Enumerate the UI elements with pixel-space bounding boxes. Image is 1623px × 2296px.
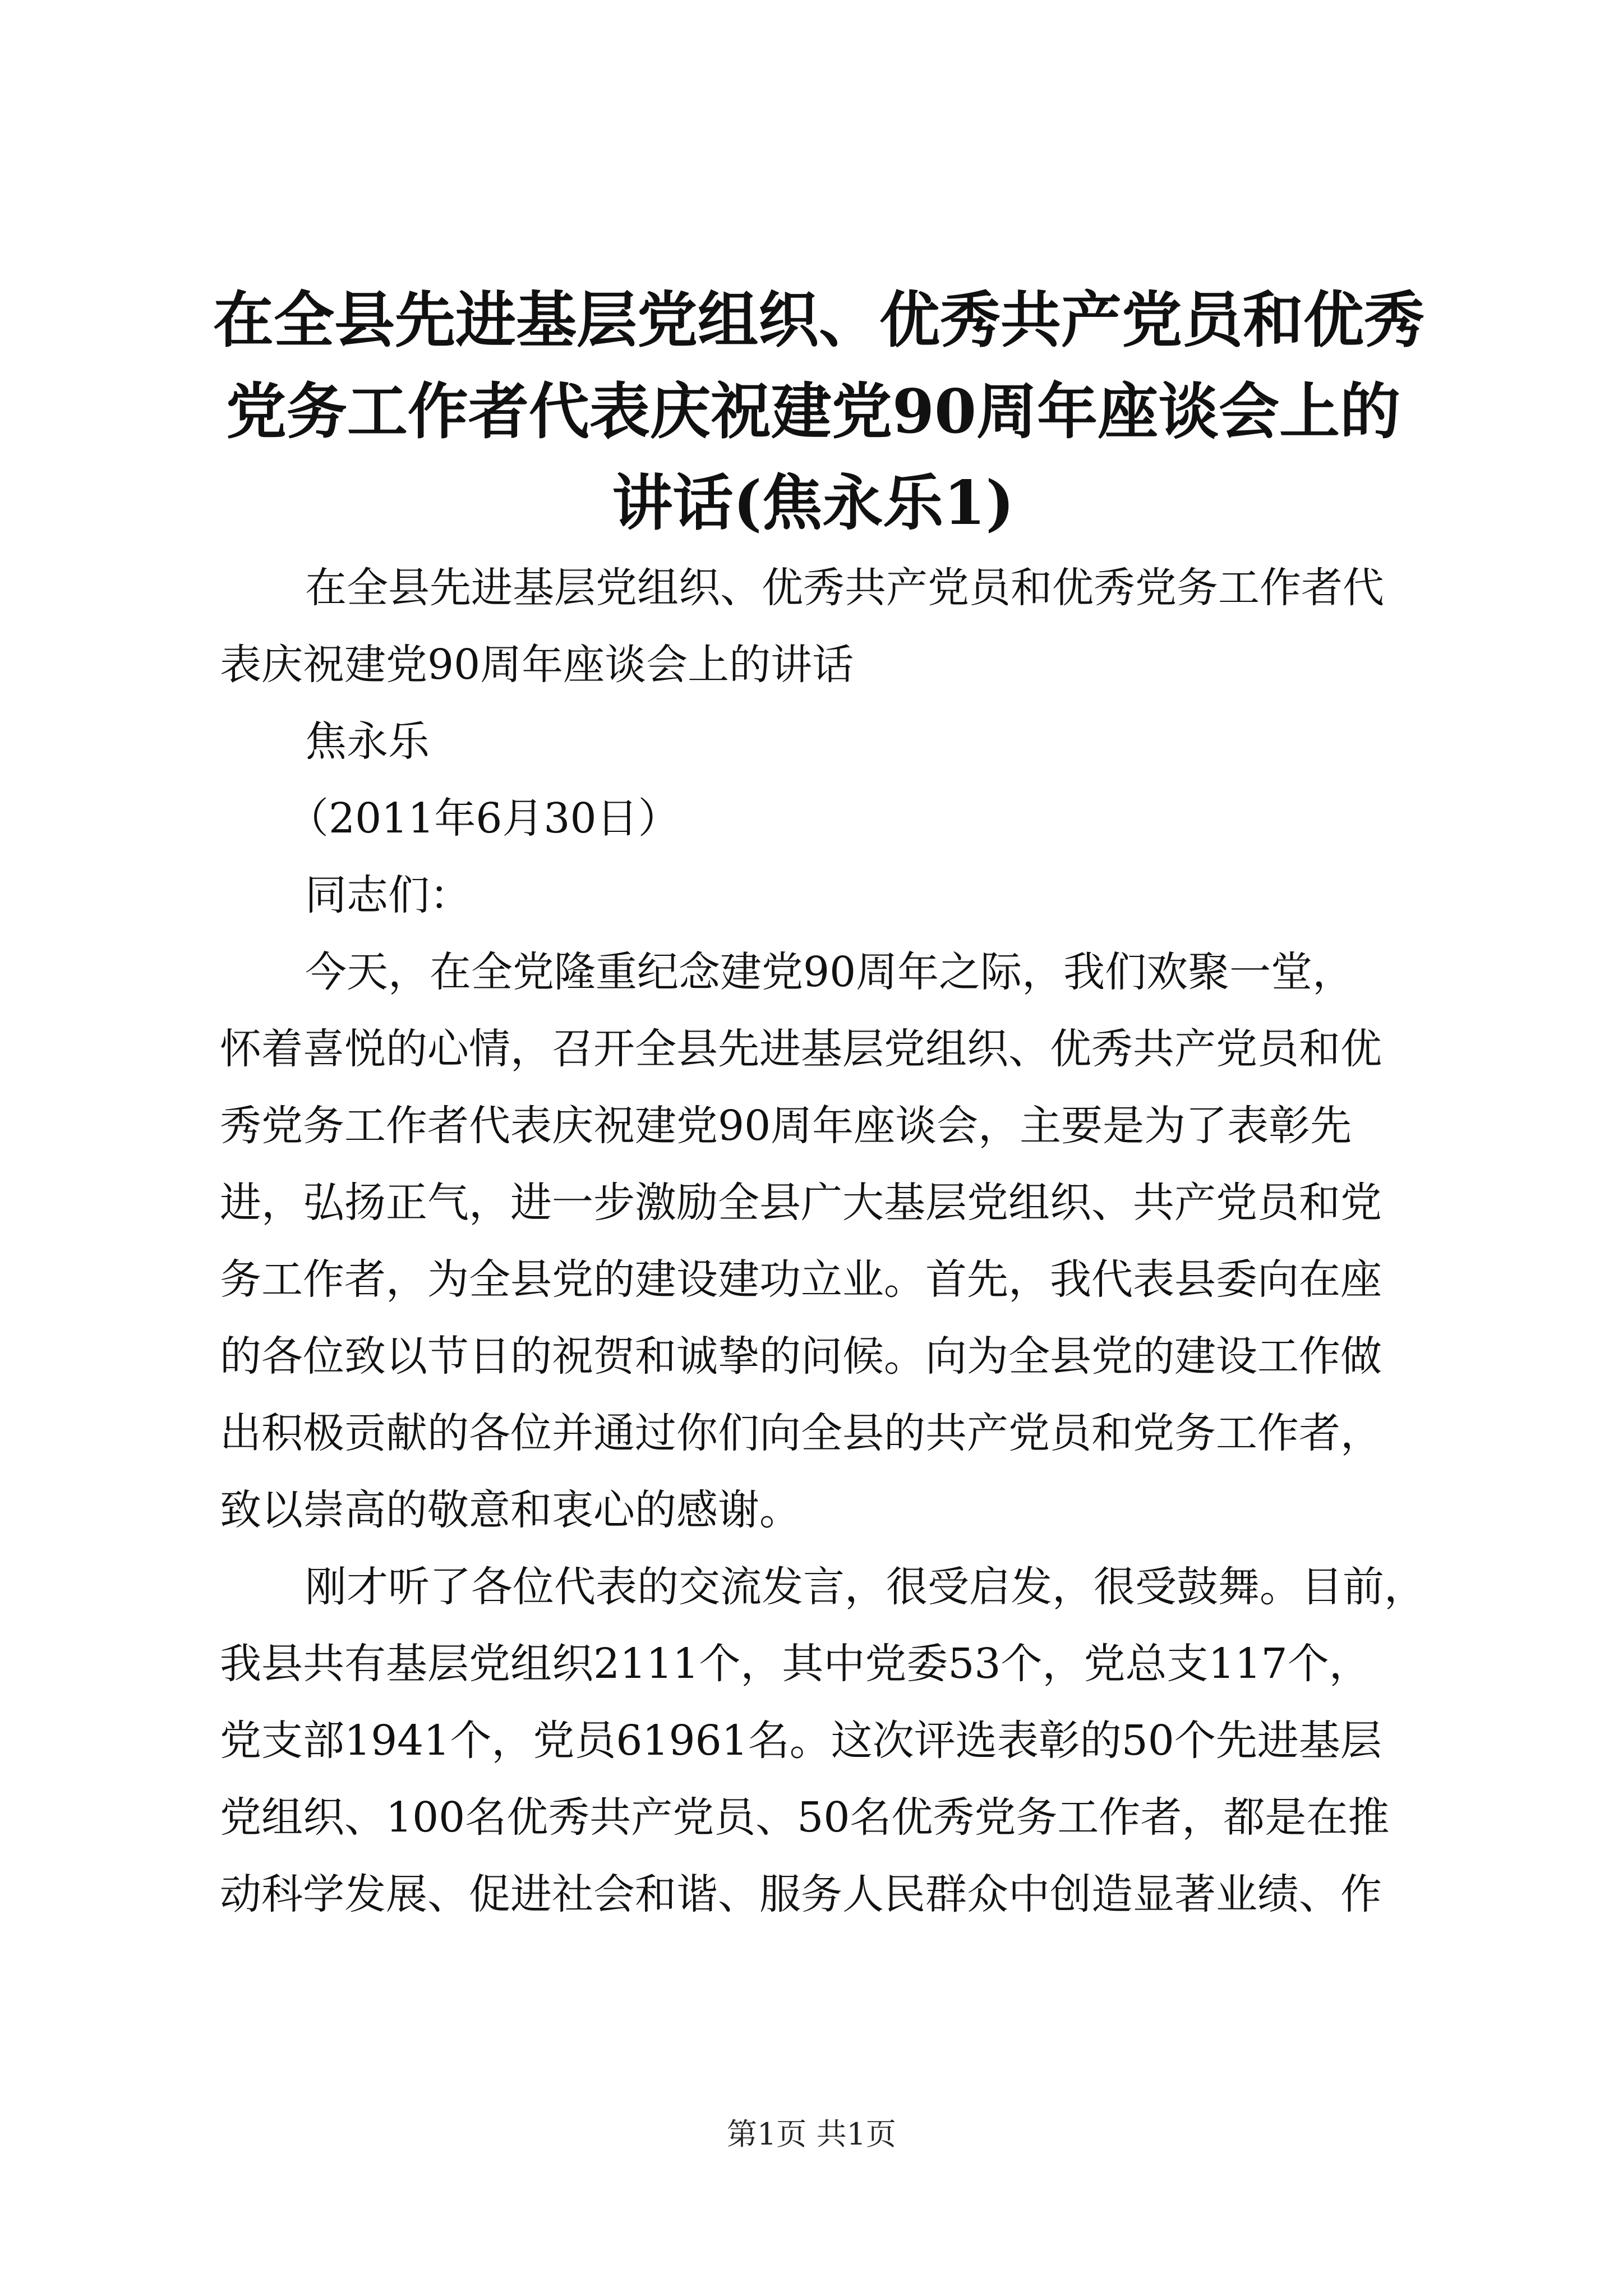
paragraph1-line-5: 务工作者，为全县党的建设建功立业。首先，我代表县委向在座 — [220, 1255, 1382, 1304]
author-paragraph — [220, 703, 1420, 780]
page-indicator: 第1页 共1页 — [727, 2116, 896, 2152]
body-paragraph-1 — [220, 934, 1420, 1549]
title-line-1: 在全县先进基层党组织、优秀共产党员和优秀 — [213, 285, 1425, 356]
paragraph1-line-2: 怀着喜悦的心情，召开全县先进基层党组织、优秀共产党员和优 — [220, 1025, 1382, 1073]
salutation-paragraph — [220, 857, 1420, 934]
paragraph1-line-7: 出积极贡献的各位并通过你们向全县的共产党员和党务工作者， — [220, 1409, 1382, 1457]
title-line-2: 党务工作者代表庆祝建党90周年座谈会上的 — [225, 376, 1401, 447]
author-name: 焦永乐 — [305, 717, 430, 766]
document-title — [213, 275, 1425, 549]
paragraph1-line-6: 的各位致以节日的祝贺和诚挚的问候。向为全县党的建设工作做 — [220, 1332, 1382, 1381]
page-footer — [0, 2115, 1623, 2154]
paragraph2-line-2: 我县共有基层党组织2111个，其中党委53个，党总支117个， — [220, 1640, 1371, 1688]
salutation: 同志们： — [305, 871, 471, 919]
subtitle-line-1: 在全县先进基层党组织、优秀共产党员和优秀党务工作者代 — [305, 564, 1384, 612]
paragraph1-line-1: 今天，在全党隆重纪念建党90周年之际，我们欢聚一堂， — [305, 948, 1354, 996]
date-paragraph — [220, 780, 1420, 857]
paragraph2-line-1: 刚才听了各位代表的交流发言，很受启发，很受鼓舞。目前， — [305, 1563, 1426, 1611]
title-line-3: 讲话(焦永乐1) — [612, 468, 1015, 539]
paragraph2-line-3: 党支部1941个，党员61961名。这次评选表彰的50个先进基层 — [220, 1717, 1382, 1765]
paragraph1-line-3: 秀党务工作者代表庆祝建党90周年座谈会，主要是为了表彰先 — [220, 1102, 1352, 1150]
paragraph1-line-8: 致以崇高的敬意和衷心的感谢。 — [220, 1486, 801, 1534]
body-paragraph-2 — [220, 1549, 1426, 1933]
subtitle-line-2: 表庆祝建党90周年座谈会上的讲话 — [220, 641, 854, 689]
speech-date: （2011年6月30日） — [287, 794, 680, 843]
paragraph1-line-4: 进，弘扬正气，进一步激励全县广大基层党组织、共产党员和党 — [220, 1179, 1382, 1227]
document-body — [220, 550, 1426, 1933]
paragraph2-line-4: 党组织、100名优秀共产党员、50名优秀党务工作者，都是在推 — [220, 1793, 1390, 1842]
subtitle-paragraph — [220, 550, 1420, 703]
paragraph2-line-5: 动科学发展、促进社会和谐、服务人民群众中创造显著业绩、作 — [220, 1870, 1382, 1918]
